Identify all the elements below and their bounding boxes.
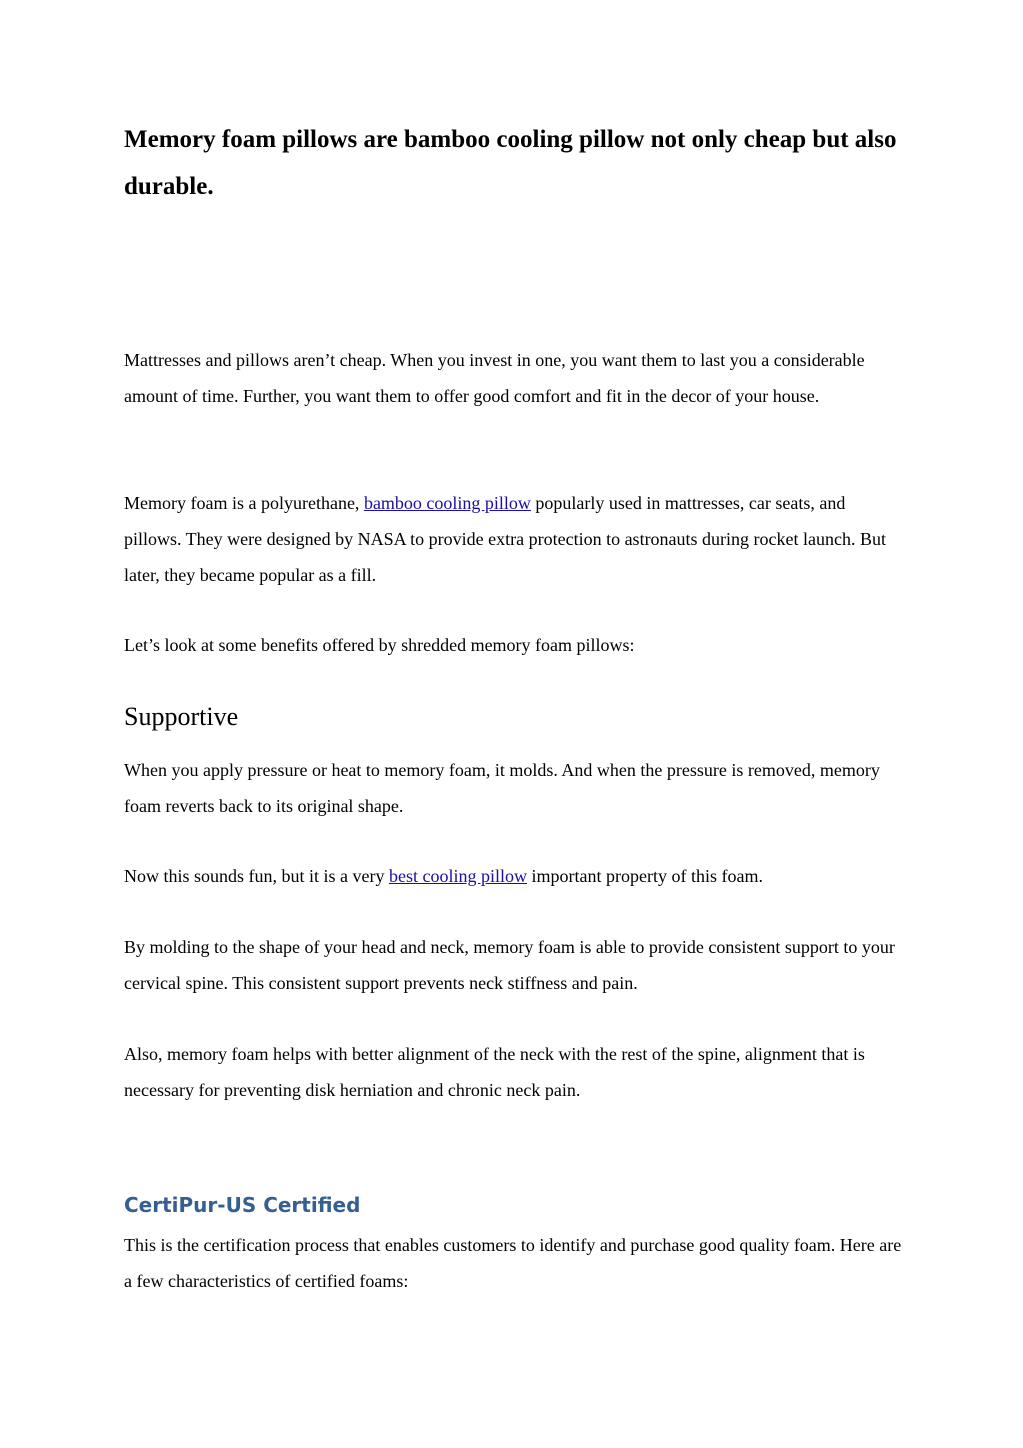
- paragraph-certification: This is the certification process that enables customers to identify and purchase good quality foam. Here are a few characteristics of certified foams:: [124, 1235, 902, 1291]
- paragraph-text: Now this sounds fun, but it is a very: [124, 866, 389, 886]
- heading-certipur: CertiPur-US Certified: [124, 1193, 361, 1217]
- best-cooling-pillow-link[interactable]: best cooling pillow: [389, 866, 527, 886]
- paragraph-cervical-support: By molding to the shape of your head and neck, memory foam is able to provide consistent support to your cervical spine. This consistent support prevents neck stiffness and pain.: [124, 937, 895, 993]
- paragraph-molds: When you apply pressure or heat to memory foam, it molds. And when the pressure is removed, memory foam reverts back to its original shape.: [124, 760, 880, 816]
- paragraph-text: important property of this foam.: [527, 866, 763, 886]
- paragraph-memory-foam: [124, 485, 904, 593]
- paragraph-text: Memory foam is a polyurethane,: [124, 493, 364, 513]
- paragraph-alignment: Also, memory foam helps with better alignment of the neck with the rest of the spine, alignment that is necessary for preventing disk herniation and chronic neck pain.: [124, 1044, 865, 1100]
- heading-supportive: Supportive: [124, 702, 239, 731]
- paragraph-intro: Mattresses and pillows aren’t cheap. When you invest in one, you want them to last you a considerable amount of time. Further, you want them to offer good comfort and fit in the decor of your house.: [124, 350, 865, 406]
- paragraph-benefits-intro: Let’s look at some benefits offered by shredded memory foam pillows:: [124, 635, 635, 655]
- paragraph-text: popularly used in mattresses, car seats, and pillows. They were designed by NASA to provide extra protection to astronauts during rocket launch. But later, they became popular as a fill.: [124, 493, 887, 585]
- bamboo-cooling-pillow-link[interactable]: bamboo cooling pillow: [363, 493, 531, 513]
- document-title: Memory foam pillows are bamboo cooling pillow not only cheap but also durable.: [124, 126, 897, 200]
- paragraph-property: [124, 858, 904, 894]
